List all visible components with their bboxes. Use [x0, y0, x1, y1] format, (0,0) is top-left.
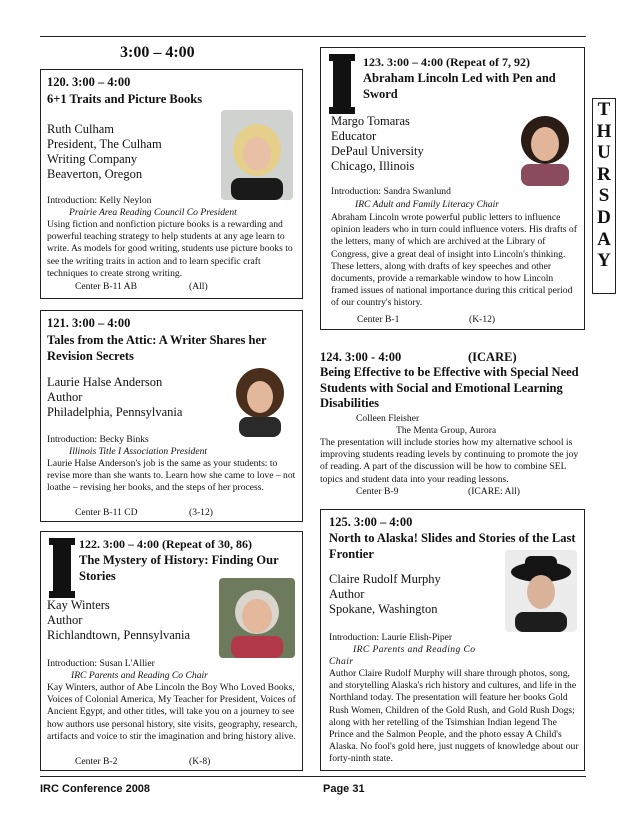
day-letter: D [597, 206, 611, 228]
intro-line: Introduction: Becky Binks [47, 434, 149, 445]
speaker-location: Chicago, Illinois [331, 159, 415, 173]
day-letter: T [597, 99, 611, 120]
session-number-time: 124. 3:00 - 4:00 [320, 350, 402, 364]
speaker-location: Philadelphia, Pennsylvania [47, 405, 183, 419]
session-grades: (ICARE: All) [468, 486, 520, 497]
session-description: Using fiction and nonfiction picture books is a rewarding and powerful teaching strategy to help students at any age learn to write. As models for good writing, students use picture books to see the writing traits in action and to learn specific craft techniques to create strong writing. [47, 219, 293, 279]
footer-page-number: Page 31 [323, 783, 365, 795]
speaker-photo [511, 104, 579, 186]
repeat-marker-icon [333, 54, 351, 114]
speaker-name: Laurie Halse Anderson [47, 375, 163, 389]
session-number-time: 123. 3:00 – 4:00 (Repeat of 7, 92) [363, 55, 530, 69]
session-description: Kay Winters, author of Abe Lincoln the Boy Who Loved Books, Voices of Colonial America, My Teacher for President, Voices of Ancient Egypt, and other titles, will take you on a journey to see how authors use personal history, site visits, geography, research, artifacts and voice to stir the imagination and bring history alive. [47, 682, 298, 742]
session-number-time: 122. 3:00 – 4:00 (Repeat of 30, 86) [79, 537, 252, 551]
speaker-name: Kay Winters [47, 598, 110, 612]
intro-org: Illinois Title I Association President [69, 446, 208, 457]
bottom-rule [40, 776, 586, 777]
session-room: Center B-1 [357, 314, 400, 325]
session-121-box [40, 310, 303, 522]
speaker-name: Margo Tomaras [331, 114, 410, 128]
repeat-marker-icon [53, 538, 71, 598]
intro-org: IRC Parents and Reading Co Chair [71, 670, 208, 681]
speaker-role: President, The Culham [47, 137, 162, 151]
day-letter: H [596, 120, 612, 142]
speaker-role: Author [47, 613, 83, 627]
day-letter: Y [597, 250, 611, 272]
speaker-org: Writing Company [47, 152, 138, 166]
speaker-name: Colleen Fleisher [356, 413, 420, 424]
session-grades: (3-12) [189, 507, 213, 518]
session-room: Center B-11 AB [75, 281, 137, 292]
session-grades: (K-12) [469, 314, 496, 325]
speaker-photo [219, 578, 295, 658]
day-letter: S [598, 185, 610, 207]
speaker-name: Ruth Culham [47, 122, 115, 136]
day-letter: U [597, 142, 611, 164]
speaker-role: Author [47, 390, 83, 404]
session-description: Laurie Halse Anderson's job is the same as your students: to revise more than she wants to. Learn how she came to love – not loathe – revising her books, and the steps of her process. [47, 458, 296, 494]
session-122-box [40, 531, 303, 771]
intro-line: Introduction: Laurie Elish-Piper [329, 632, 453, 643]
intro-org: IRC Adult and Family Literacy Chair [355, 199, 499, 210]
footer-conference: IRC Conference 2008 [40, 783, 151, 795]
speaker-org: The Menta Group, Aurora [396, 425, 497, 436]
top-rule [40, 36, 586, 37]
session-title: Being Effective to be Effective with Special Need Students with Social and Emotional Learning Disabilities [320, 365, 579, 410]
day-letter: R [597, 163, 611, 185]
speaker-org: DePaul University [331, 144, 424, 158]
intro-org: IRC Parents and Reading Co Chair [329, 644, 476, 668]
session-room: Center B-11 CD [75, 507, 138, 518]
session-tag: (ICARE) [468, 350, 517, 364]
intro-line: Introduction: Sandra Swanlund [331, 186, 451, 197]
session-number-time: 125. 3:00 – 4:00 [329, 515, 413, 529]
intro-line: Introduction: Susan L'Allier [47, 658, 155, 669]
session-title: 6+1 Traits and Picture Books [47, 92, 203, 106]
day-letter: A [597, 228, 611, 250]
session-description: The presentation will include stories how my alternative school is improving students reading levels by continuing to promote the joy of reading. A part of the discussion will be how to combine SEL topics and student data into your reading lessons. [320, 437, 579, 485]
intro-org: Prairie Area Reading Council Co President [69, 207, 237, 218]
session-title: The Mystery of History: Finding Our Stories [79, 553, 279, 583]
session-room: Center B-2 [75, 756, 118, 767]
session-grades: (K-8) [189, 756, 211, 767]
speaker-photo [221, 110, 293, 200]
speaker-photo [505, 550, 577, 632]
session-title: Tales from the Attic: A Writer Shares her Revision Secrets [47, 333, 267, 363]
session-title: Abraham Lincoln Led with Pen and Sword [363, 71, 556, 101]
session-125-box [320, 509, 585, 771]
session-description: Author Claire Rudolf Murphy will share through photos, song, and storytelling Alaska's rich history and cultures, and life in the Northland today. The presentation will feature her books Gold Rush Women, Children of the Gold Rush, and Gold Rush Dogs; along with her retelling of the Tsimshian Indian legend The Prince and the Salmon People, and the photo essay A Child's Alaska. No fool's gold here, just nuggets of knowledge about our forty-ninth state. [329, 668, 579, 765]
session-123-box [320, 47, 585, 330]
speaker-role: Author [329, 587, 365, 601]
speaker-location: Spokane, Washington [329, 602, 438, 616]
speaker-photo [227, 359, 293, 437]
session-grades: (All) [189, 281, 208, 292]
session-title: North to Alaska! Slides and Stories of the Last Frontier [329, 531, 576, 561]
session-description: Abraham Lincoln wrote powerful public letters to influence opinion leaders who in turn could influence voters. His drafts of the letters, many of which are archived at the Library of Congress, give a great deal of insight into Lincoln's thinking. These letters, along with drafts of key speeches and other documents, provide a remarkable window to how Lincoln framed issues of national importance during this critical period of our country's history. [331, 212, 577, 309]
session-room: Center B-9 [356, 486, 399, 497]
time-slot-header: 3:00 – 4:00 [120, 44, 195, 61]
session-120-box [40, 69, 303, 299]
speaker-role: Educator [331, 129, 377, 143]
session-124 [320, 350, 586, 500]
intro-line: Introduction: Kelly Neylon [47, 195, 152, 206]
speaker-location: Beaverton, Oregon [47, 167, 143, 181]
session-number-time: 121. 3:00 – 4:00 [47, 316, 131, 330]
session-number-time: 120. 3:00 – 4:00 [47, 75, 131, 89]
speaker-location: Richlandtown, Pennsylvania [47, 628, 191, 642]
day-tab-thursday [592, 98, 616, 294]
speaker-name: Claire Rudolf Murphy [329, 572, 441, 586]
